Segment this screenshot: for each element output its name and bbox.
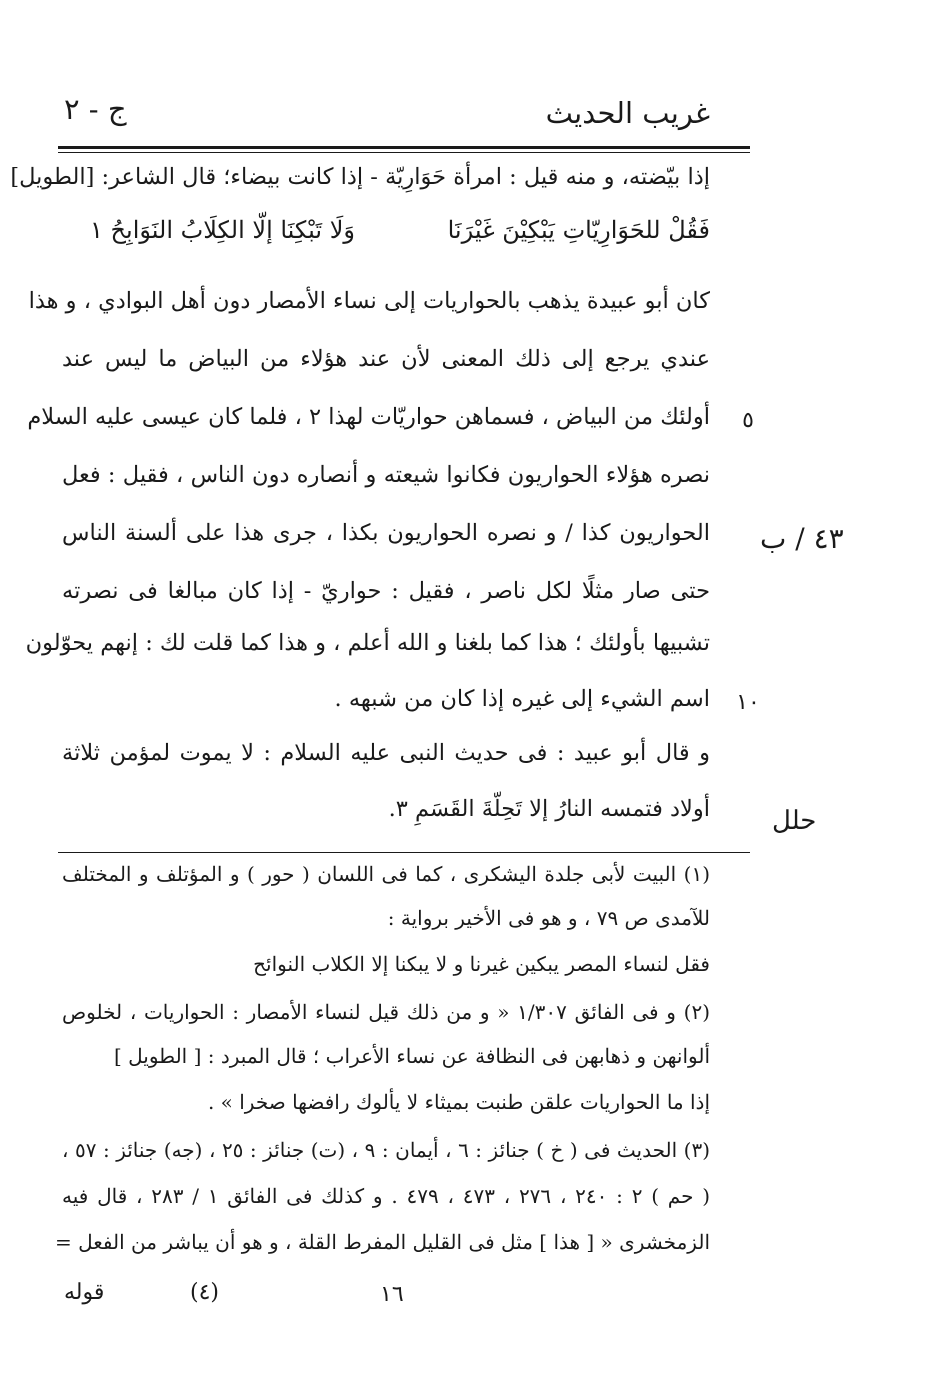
- line-number-5: ٥: [742, 408, 754, 433]
- text-line-4: أولئك من البياض ، فسماهن حواريّات لهذا ٢ ، فلما كان عيسى عليه السلام: [27, 404, 710, 430]
- line-number-10: ١٠: [736, 690, 760, 715]
- text-line-1: إذا بيّضته، و منه قيل : امرأة حَوَارِيّة - إذا كانت بيضاء؛ قال الشاعر: [الطويل]: [10, 164, 710, 190]
- footnote-line-3: فقل لنساء المصر يبكين غيرنا و لا يبكنا إلا الكلاب النوائح: [253, 952, 710, 976]
- footnote-line-8: ( حم ) ٢ : ٢٤٠ ، ٢٧٦ ، ٤٧٣ ، ٤٧٩ . و كذلك فى الفائق ١ / ٢٨٣ ، قال فيه: [62, 1184, 711, 1208]
- signature-mark: (٤): [190, 1280, 220, 1305]
- footnote-line-2: للآمدى ص ٧٩ ، و هو فى الأخير برواية :: [387, 906, 710, 930]
- footnote-line-5: ألوانهن و ذهابهن فى النظافة عن نساء الأعراب ؛ قال المبرد : [ الطويل ]: [113, 1044, 710, 1068]
- text-line-5: نصره هؤلاء الحواريون فكانوا شيعته و أنصاره دون الناس ، فقيل : فعل: [62, 462, 710, 488]
- header-rule-thin: [58, 152, 750, 153]
- footnote-rule: [58, 852, 750, 853]
- margin-folio-note: ٤٣ / ب: [760, 522, 844, 555]
- text-line-11: أولاد فتمسه النارُ إلا تَحِلّةَ القَسَمِ ٣.: [388, 796, 710, 822]
- running-title: غريب الحديث: [545, 96, 710, 130]
- page-number: ١٦: [380, 1282, 404, 1307]
- catchword: قوله: [64, 1280, 105, 1305]
- margin-keyword-note: حلل: [772, 806, 817, 836]
- text-line-8: تشبيها بأولئك ؛ هذا كما بلغنا و الله أعلم ، و هذا كما قلت لك : إنهم يحوّلون: [25, 630, 710, 656]
- poetry-verse: [90, 216, 710, 244]
- text-line-2: كان أبو عبيدة يذهب بالحواريات إلى نساء الأمصار دون أهل البوادي ، و هذا: [28, 288, 710, 314]
- footnote-line-7: (٣) الحديث فى ( خ ) جنائز : ٦ ، أيمان : ٩ ، (ت) جنائز : ٢٥ ، (جه) جنائز : ٥٧ ،: [62, 1138, 711, 1162]
- header-rule: [58, 146, 750, 149]
- footnote-line-1: (١) البيت لأبى جلدة اليشكرى ، كما فى اللسان ( حور ) و المؤتلف و المختلف: [62, 862, 710, 886]
- verse-hemistich-2: وَلَا تَبْكِنَا إلّا الكِلَابُ النَوَابِحُ ١: [90, 216, 356, 244]
- footnote-line-4: (٢) و فى الفائق ١/٣٠٧ « و من ذلك قيل لنساء الأمصار : الحواريات ، لخلوص: [62, 1000, 711, 1024]
- text-line-10: و قال أبو عبيد : فى حديث النبى عليه السلام : لا يموت لمؤمن ثلاثة: [62, 740, 710, 766]
- footnote-line-9: الزمخشرى « [ هذا ] مثل فى القليل المفرط القلة ، و هو أن يباشر من الفعل =: [54, 1230, 710, 1254]
- text-line-3: عندي يرجع إلى ذلك المعنى لأن عند هؤلاء من البياض ما ليس عند: [62, 346, 710, 372]
- verse-hemistich-1: فَقُلْ للحَوَارِيّاتِ يَبْكِيْنَ غَيْرَنَا: [447, 216, 710, 244]
- text-line-6: الحواريون كذا / و نصره الحواريون بكذا ، جرى هذا على ألسنة الناس: [62, 520, 710, 546]
- volume-label: ج - ٢: [64, 92, 127, 126]
- text-line-9: اسم الشيء إلى غيره إذا كان من شبهه .: [334, 686, 710, 712]
- footnote-line-6: إذا ما الحواريات علقن طنبت بميثاء لا يألوك رافضها صخرا » .: [207, 1090, 710, 1114]
- text-line-7: حتى صار مثلًا لكل ناصر ، فقيل : حواريّ - إذا كان مبالغا فى نصرته: [62, 578, 710, 604]
